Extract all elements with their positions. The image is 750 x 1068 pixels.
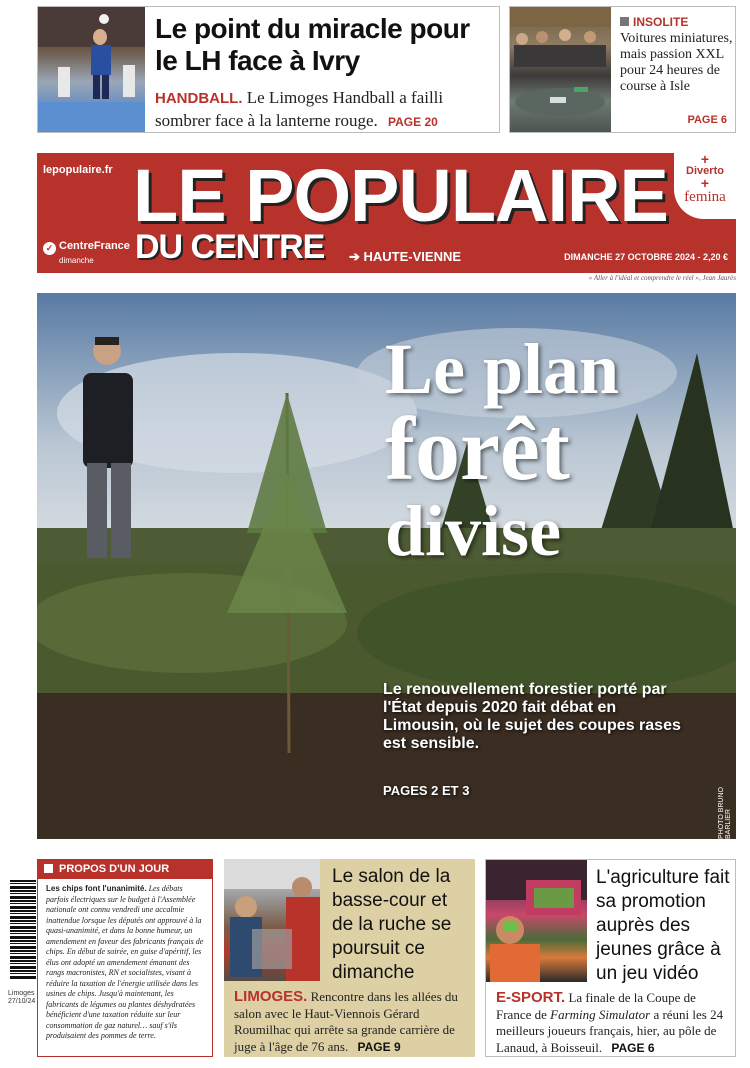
agri-kicker: E-SPORT. [496, 989, 566, 1006]
agri-photo [486, 860, 587, 982]
salon-text [234, 989, 470, 1055]
handball-photo [38, 7, 145, 132]
propos-box[interactable] [37, 859, 213, 1057]
edition-label: ➔ HAUTE-VIENNE [349, 249, 462, 264]
masthead [37, 153, 736, 273]
headline-line-3: divise [385, 491, 562, 571]
newspaper-title: LE POPULAIRE [133, 154, 668, 237]
salon-article[interactable] [224, 859, 475, 1057]
teaser-handball[interactable] [37, 6, 500, 133]
site-url[interactable]: lepopulaire.fr [43, 164, 113, 176]
agri-body-2: a réuni les 24 meilleurs joueurs français, hier, au pôle de Lanaud, à Boisseuil. [496, 1006, 724, 1055]
main-deck: Le renouvellement forestier porté par l'État depuis 2020 fait débat en Limousin, où le sujet des coupes rases est sensible. [383, 681, 681, 752]
supplement-diverto: Diverto [686, 165, 724, 177]
agri-text [496, 990, 732, 1056]
propos-header-label: PROPOS D'UN JOUR [59, 863, 170, 875]
handball-kicker: HANDBALL. [155, 90, 243, 107]
barcode [10, 880, 36, 980]
agri-title: L'agriculture fait sa promotion auprès des jeunes grâce à un jeu vidéo [596, 867, 730, 984]
newspaper-subtitle: DU CENTRE [135, 228, 325, 266]
centrefrance-name: CentreFrance [59, 240, 130, 252]
centrefrance-logo [43, 241, 130, 266]
insolite-photo [510, 7, 611, 132]
centrefrance-sub: dimanche [59, 256, 94, 265]
propos-lead: Les chips font l'unanimité. [46, 884, 147, 893]
square-icon [44, 864, 53, 873]
handball-page[interactable]: PAGE 20 [388, 115, 438, 129]
agri-body-1: La finale de la Coupe de France de [496, 990, 696, 1022]
headline-line-1: Le plan [385, 329, 620, 409]
supplement-femina: femina [684, 189, 726, 205]
salon-kicker: LIMOGES. [234, 988, 308, 1005]
main-photo[interactable] [37, 293, 736, 839]
agri-article[interactable] [485, 859, 736, 1057]
propos-body [38, 879, 212, 1047]
agri-page[interactable]: PAGE 6 [611, 1040, 655, 1055]
handball-title: Le point du miracle pour le LH face à Ivry [155, 13, 470, 76]
insolite-text: Voitures miniatures, mais passion XXL pour 24 heures de course à Isle [620, 31, 733, 94]
insolite-kicker-label: INSOLITE [633, 15, 689, 29]
handball-text [155, 87, 495, 133]
issue-date-price: DIMANCHE 27 OCTOBRE 2024 - 2,20 € [564, 252, 728, 262]
insolite-page[interactable]: PAGE 6 [687, 114, 727, 126]
propos-header [38, 860, 212, 879]
motto: « Aller à l'idéal et comprendre le réel », Jean Jaurès [588, 274, 736, 282]
insolite-kicker [620, 15, 688, 29]
plus-icon: + [700, 151, 710, 167]
handball-body: Le Limoges Handball a failli sombrer face à la lanterne rouge. [155, 88, 444, 130]
teaser-insolite[interactable] [509, 6, 736, 133]
headline-line-2: forêt [385, 400, 570, 499]
centrefrance-icon: ✓ [43, 242, 56, 255]
salon-body: Rencontre dans les allées du salon avec le Haut-Viennois Gérard Roumilhac qui arrête sa grande carrière de juge à l'âge de 76 ans. [234, 989, 458, 1054]
propos-text: Les débats parfois électriques sur le budget à l'Assemblée nationale ont connu vendredi une accalmie inattendue lorsque les députés ont approuvé à la quasi-unanimité, et dans la bonne humeur, un amendement en faveur des fabricants français de chips. En début de soirée, en guise d'apéritif, les élus ont adopté un amendement émanant des rangs macronistes, RN et socialistes, visant à réduire la taxation de l'énergie utilisée dans les usines de chips. Jusqu'à maintenant, les fabricants de légumes ou plantes déshydratées bénéficient d'une taxation réduite sur leur consommation de gaz naturel… sauf s'ils produisaient des pommes de terre. [46, 884, 204, 1040]
salon-photo [224, 859, 320, 981]
agri-game-title: Farming Simulator [550, 1006, 651, 1022]
barcode-text: Limoges 27/10/24 [8, 990, 36, 1005]
main-pages[interactable]: PAGES 2 ET 3 [383, 783, 470, 798]
salon-title: Le salon de la basse-cour et de la ruche se poursuit ce dimanche [332, 866, 452, 983]
salon-page[interactable]: PAGE 9 [357, 1039, 401, 1054]
plus-icon-2: + [700, 175, 710, 191]
photo-credit: PHOTO BRUNO BARLIER [718, 787, 732, 839]
square-icon [620, 17, 629, 26]
supplement-badge[interactable] [674, 153, 736, 219]
main-headline [385, 331, 619, 569]
